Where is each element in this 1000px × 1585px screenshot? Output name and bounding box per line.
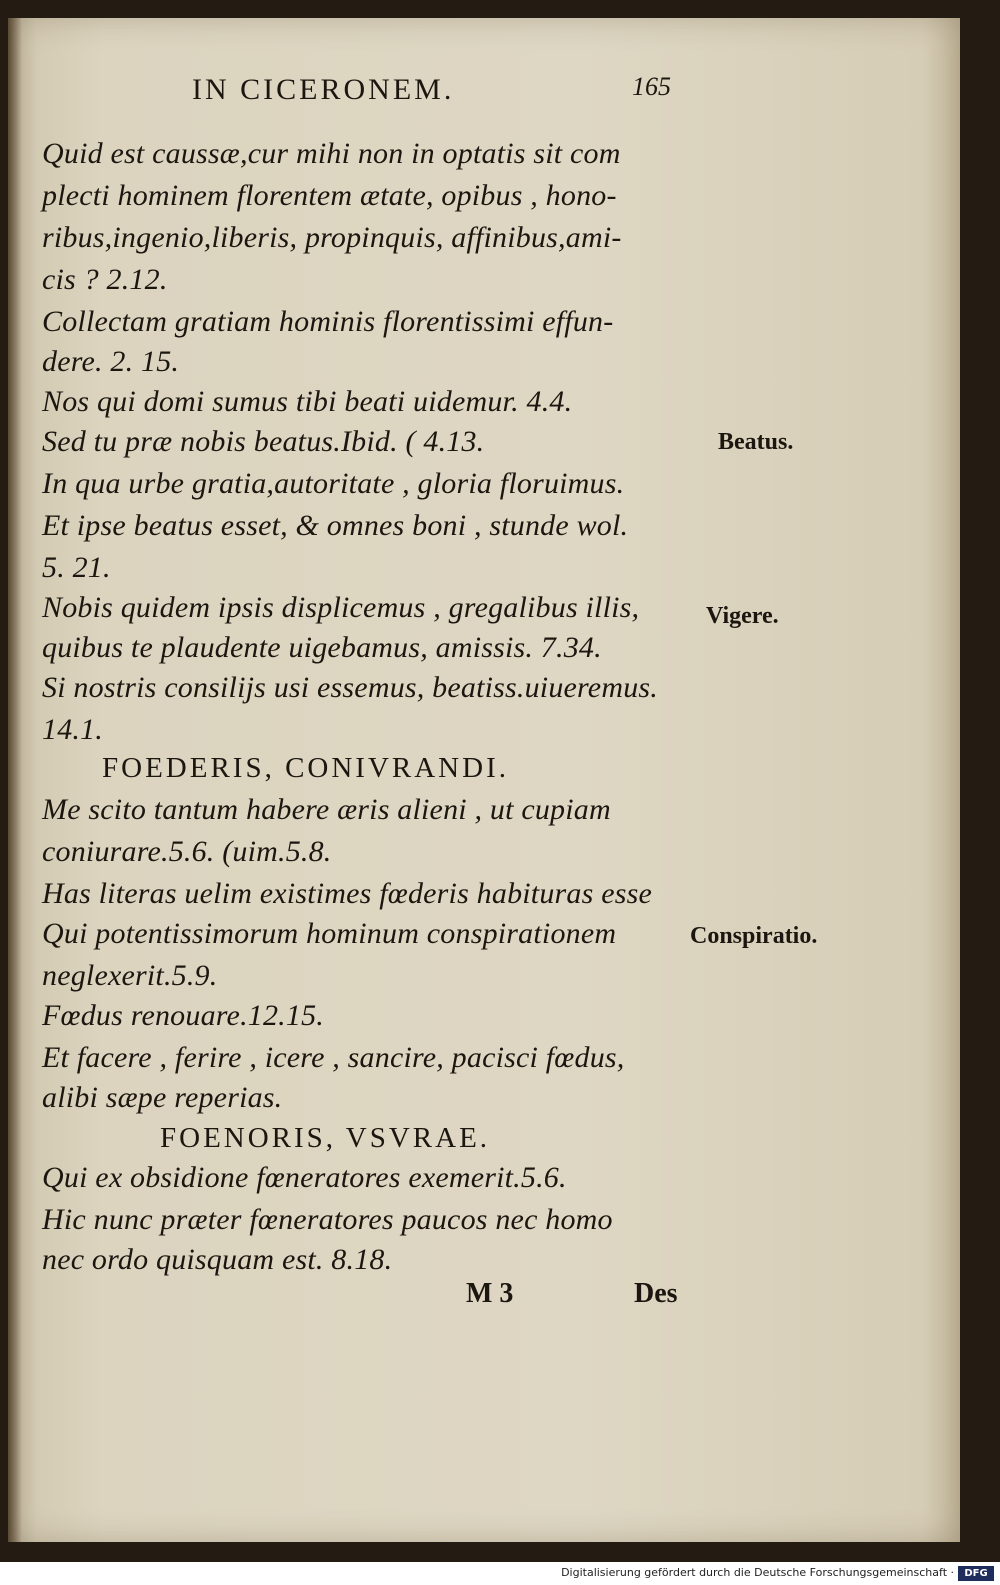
text-line: Quid est caussæ,cur mihi non in optatis sit com xyxy=(42,137,621,170)
text-line: coniurare.5.6. (uim.5.8. xyxy=(42,835,332,868)
footer-credit: Digitalisierung gefördert durch die Deutsche Forschungsgemeinschaft · xyxy=(561,1566,954,1579)
margin-note: Vigere. xyxy=(706,603,779,629)
footer-bar xyxy=(0,1562,1000,1585)
page-number: 165 xyxy=(632,72,671,101)
margin-note: Conspiratio. xyxy=(690,923,818,949)
text-line: Has literas uelim existimes fœderis habituras esse xyxy=(42,877,652,910)
text-line: Et ipse beatus esset, & omnes boni , stunde wol. xyxy=(42,509,629,542)
text-line: neglexerit.5.9. xyxy=(42,959,218,992)
catchword: Des xyxy=(634,1278,678,1309)
margin-note: Beatus. xyxy=(718,429,794,455)
text-line: In qua urbe gratia,autoritate , gloria floruimus. xyxy=(42,467,625,500)
signature-mark: M 3 xyxy=(466,1278,514,1309)
text-line: 5. 21. xyxy=(42,551,111,584)
text-line: Nos qui domi sumus tibi beati uidemur. 4.4. xyxy=(42,385,573,418)
text-line: ribus,ingenio,liberis, propinquis, affinibus,ami- xyxy=(42,221,622,254)
text-line: alibi sæpe reperias. xyxy=(42,1081,283,1114)
text-line: Qui ex obsidione fœneratores exemerit.5.6. xyxy=(42,1161,567,1194)
text-line: Sed tu præ nobis beatus.Ibid. ( 4.13. xyxy=(42,425,485,458)
text-line: Fœdus renouare.12.15. xyxy=(42,999,324,1032)
text-line: cis ? 2.12. xyxy=(42,263,168,296)
text-line: Collectam gratiam hominis florentissimi effun- xyxy=(42,305,614,338)
text-line: Qui potentissimorum hominum conspirationem xyxy=(42,917,617,950)
text-line: Me scito tantum habere æris alieni , ut cupiam xyxy=(42,793,611,826)
text-line: Et facere , ferire , icere , sancire, pacisci fœdus, xyxy=(42,1041,625,1074)
text-line: plecti hominem florentem ætate, opibus , hono- xyxy=(42,179,617,212)
text-line: nec ordo quisquam est. 8.18. xyxy=(42,1243,393,1276)
text-line: Hic nunc præter fœneratores paucos nec homo xyxy=(42,1203,613,1236)
section-heading: FOENORIS, VSVRAE. xyxy=(160,1122,491,1154)
text-line: Si nostris consilijs usi essemus, beatiss.uiueremus. xyxy=(42,671,658,704)
dfg-logo: DFG xyxy=(958,1566,994,1581)
running-head: IN CICERONEM. xyxy=(192,73,455,106)
text-line: quibus te plaudente uigebamus, amissis. 7.34. xyxy=(42,631,602,664)
section-heading: FOEDERIS, CONIVRANDI. xyxy=(102,752,509,784)
text-line: Nobis quidem ipsis displicemus , gregalibus illis, xyxy=(42,591,640,624)
text-line: 14.1. xyxy=(42,713,103,746)
text-line: dere. 2. 15. xyxy=(42,345,180,378)
